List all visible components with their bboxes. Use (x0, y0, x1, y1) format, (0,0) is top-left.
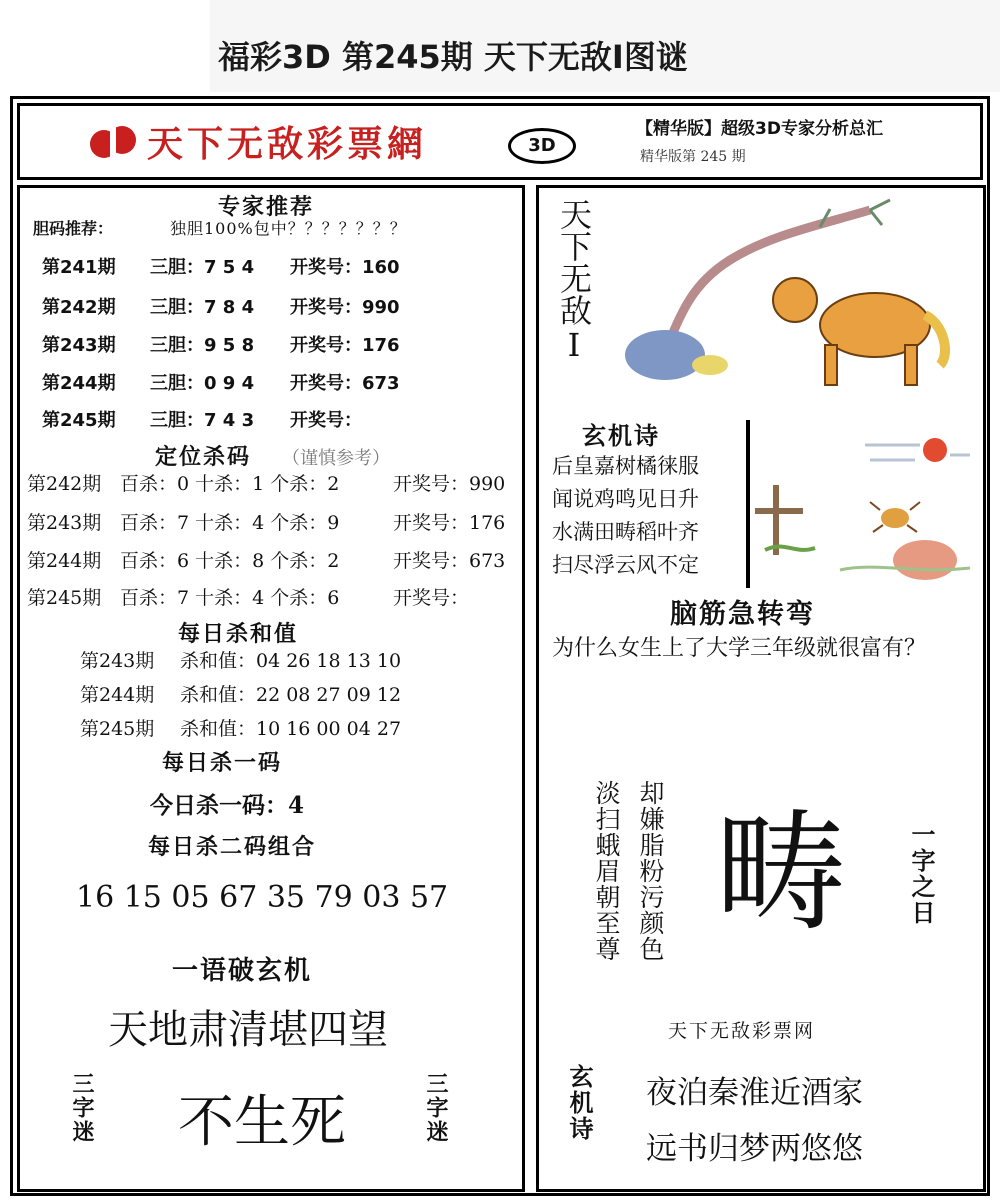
position-kills: 百杀：0 十杀：1 个杀：2 (120, 473, 340, 495)
edition-title: 【精华版】超级3D专家分析总汇 (636, 119, 883, 139)
sun-field-crab-illustration (755, 430, 975, 585)
sum-text: 杀和值：10 16 00 04 27 (180, 718, 402, 740)
expert-draw: 开奖号：673 (290, 373, 400, 394)
poem2-line: 夜泊秦淮近酒家 (646, 1075, 863, 1111)
horse-under-tree-illustration (620, 195, 950, 400)
one-kill-text: 今日杀一码：4 (150, 792, 305, 819)
site-footer-text: 天下无敌彩票网 (668, 1020, 816, 1042)
position-issue: 第244期 (27, 550, 102, 572)
expert-three: 三胆：0 9 4 (150, 373, 255, 394)
two-kill-text: 16 15 05 67 35 79 03 57 (76, 880, 449, 915)
expert-issue: 第245期 (42, 410, 116, 431)
poem2-line: 远书归梦两悠悠 (646, 1131, 863, 1167)
expert-issue: 第241期 (42, 257, 116, 278)
expert-heading: 专家推荐 (218, 195, 315, 220)
position-draw: 开奖号：176 (393, 512, 506, 534)
expert-draw: 开奖号：990 (290, 297, 400, 318)
badge-3d: 3D (508, 128, 576, 164)
sum-text: 杀和值：22 08 27 09 12 (180, 684, 402, 706)
page-title: 福彩3D 第245期 天下无敌Ⅰ图谜 (218, 38, 688, 76)
lottery-logo-icon (88, 122, 140, 162)
vertical-title: 天下无敌Ⅰ (555, 198, 593, 364)
poem-divider (746, 420, 750, 588)
expert-issue: 第242期 (42, 297, 116, 318)
position-draw: 开奖号：990 (393, 473, 506, 495)
position-kills: 百杀：7 十杀：4 个杀：9 (120, 512, 340, 534)
expert-three: 三胆：7 4 3 (150, 410, 255, 431)
poem-heading: 玄机诗 (582, 422, 660, 450)
position-kills: 百杀：6 十杀：8 个杀：2 (120, 550, 340, 572)
poem-lines (552, 450, 699, 582)
one-char-label: 一字之日 (907, 822, 935, 926)
expert-three: 三胆：7 5 4 (150, 257, 255, 278)
poem-line: 水满田畴稻叶齐 (552, 520, 699, 544)
expert-three: 三胆：7 8 4 (150, 297, 255, 318)
poem2-label: 玄机诗 (565, 1064, 593, 1142)
position-kills: 百杀：7 十杀：4 个杀：6 (120, 587, 340, 609)
expert-issue: 第243期 (42, 335, 116, 356)
position-issue: 第243期 (27, 512, 102, 534)
sum-issue: 第245期 (80, 718, 155, 740)
position-kill-heading: 定位杀码 (155, 445, 252, 470)
three-word-text: 不生死 (178, 1090, 346, 1155)
brain-teaser-heading: 脑筋急转弯 (670, 599, 815, 630)
position-issue: 第245期 (27, 587, 102, 609)
expert-three: 三胆：9 5 8 (150, 335, 255, 356)
position-kill-note: （谨慎参考） (282, 448, 390, 469)
riddle-text: 天地肃清堪四望 (108, 1007, 388, 1053)
dan-label: 胆码推荐： (33, 219, 114, 238)
three-word-label-left: 三字迷 (69, 1072, 94, 1144)
position-issue: 第242期 (27, 473, 102, 495)
poem-line: 闻说鸡鸣见日升 (552, 487, 699, 511)
brain-teaser-text: 为什么女生上了大学三年级就很富有？ (552, 636, 927, 661)
one-kill-heading: 每日杀一码 (162, 751, 283, 776)
big-character: 畴 (716, 797, 847, 949)
three-word-label-right: 三字迷 (423, 1072, 448, 1144)
expert-draw: 开奖号： (290, 410, 362, 431)
sum-kill-heading: 每日杀和值 (178, 622, 299, 647)
sum-text: 杀和值：04 26 18 13 10 (180, 650, 402, 672)
position-draw: 开奖号： (393, 587, 470, 609)
poem-line: 后皇嘉树橘徕服 (552, 454, 699, 478)
position-draw: 开奖号：673 (393, 550, 506, 572)
expert-draw: 开奖号：176 (290, 335, 400, 356)
sum-issue: 第243期 (80, 650, 155, 672)
verse-column-2: 却嫌脂粉污颜色 (636, 780, 665, 962)
verse-column-1: 淡扫蛾眉朝至尊 (592, 780, 621, 962)
riddle-heading: 一语破玄机 (172, 956, 313, 986)
sum-issue: 第244期 (80, 684, 155, 706)
site-name: 天下无敌彩票網 (147, 124, 428, 165)
edition-issue: 精华版第 245 期 (640, 149, 746, 165)
two-kill-heading: 每日杀二码组合 (148, 835, 317, 860)
expert-draw: 开奖号：160 (290, 257, 400, 278)
poem2-lines (646, 1065, 863, 1177)
dan-text: 独胆100%包中？？？？？？？ (170, 219, 407, 238)
poem-line: 扫尽浮云风不定 (552, 553, 699, 577)
expert-issue: 第244期 (42, 373, 116, 394)
